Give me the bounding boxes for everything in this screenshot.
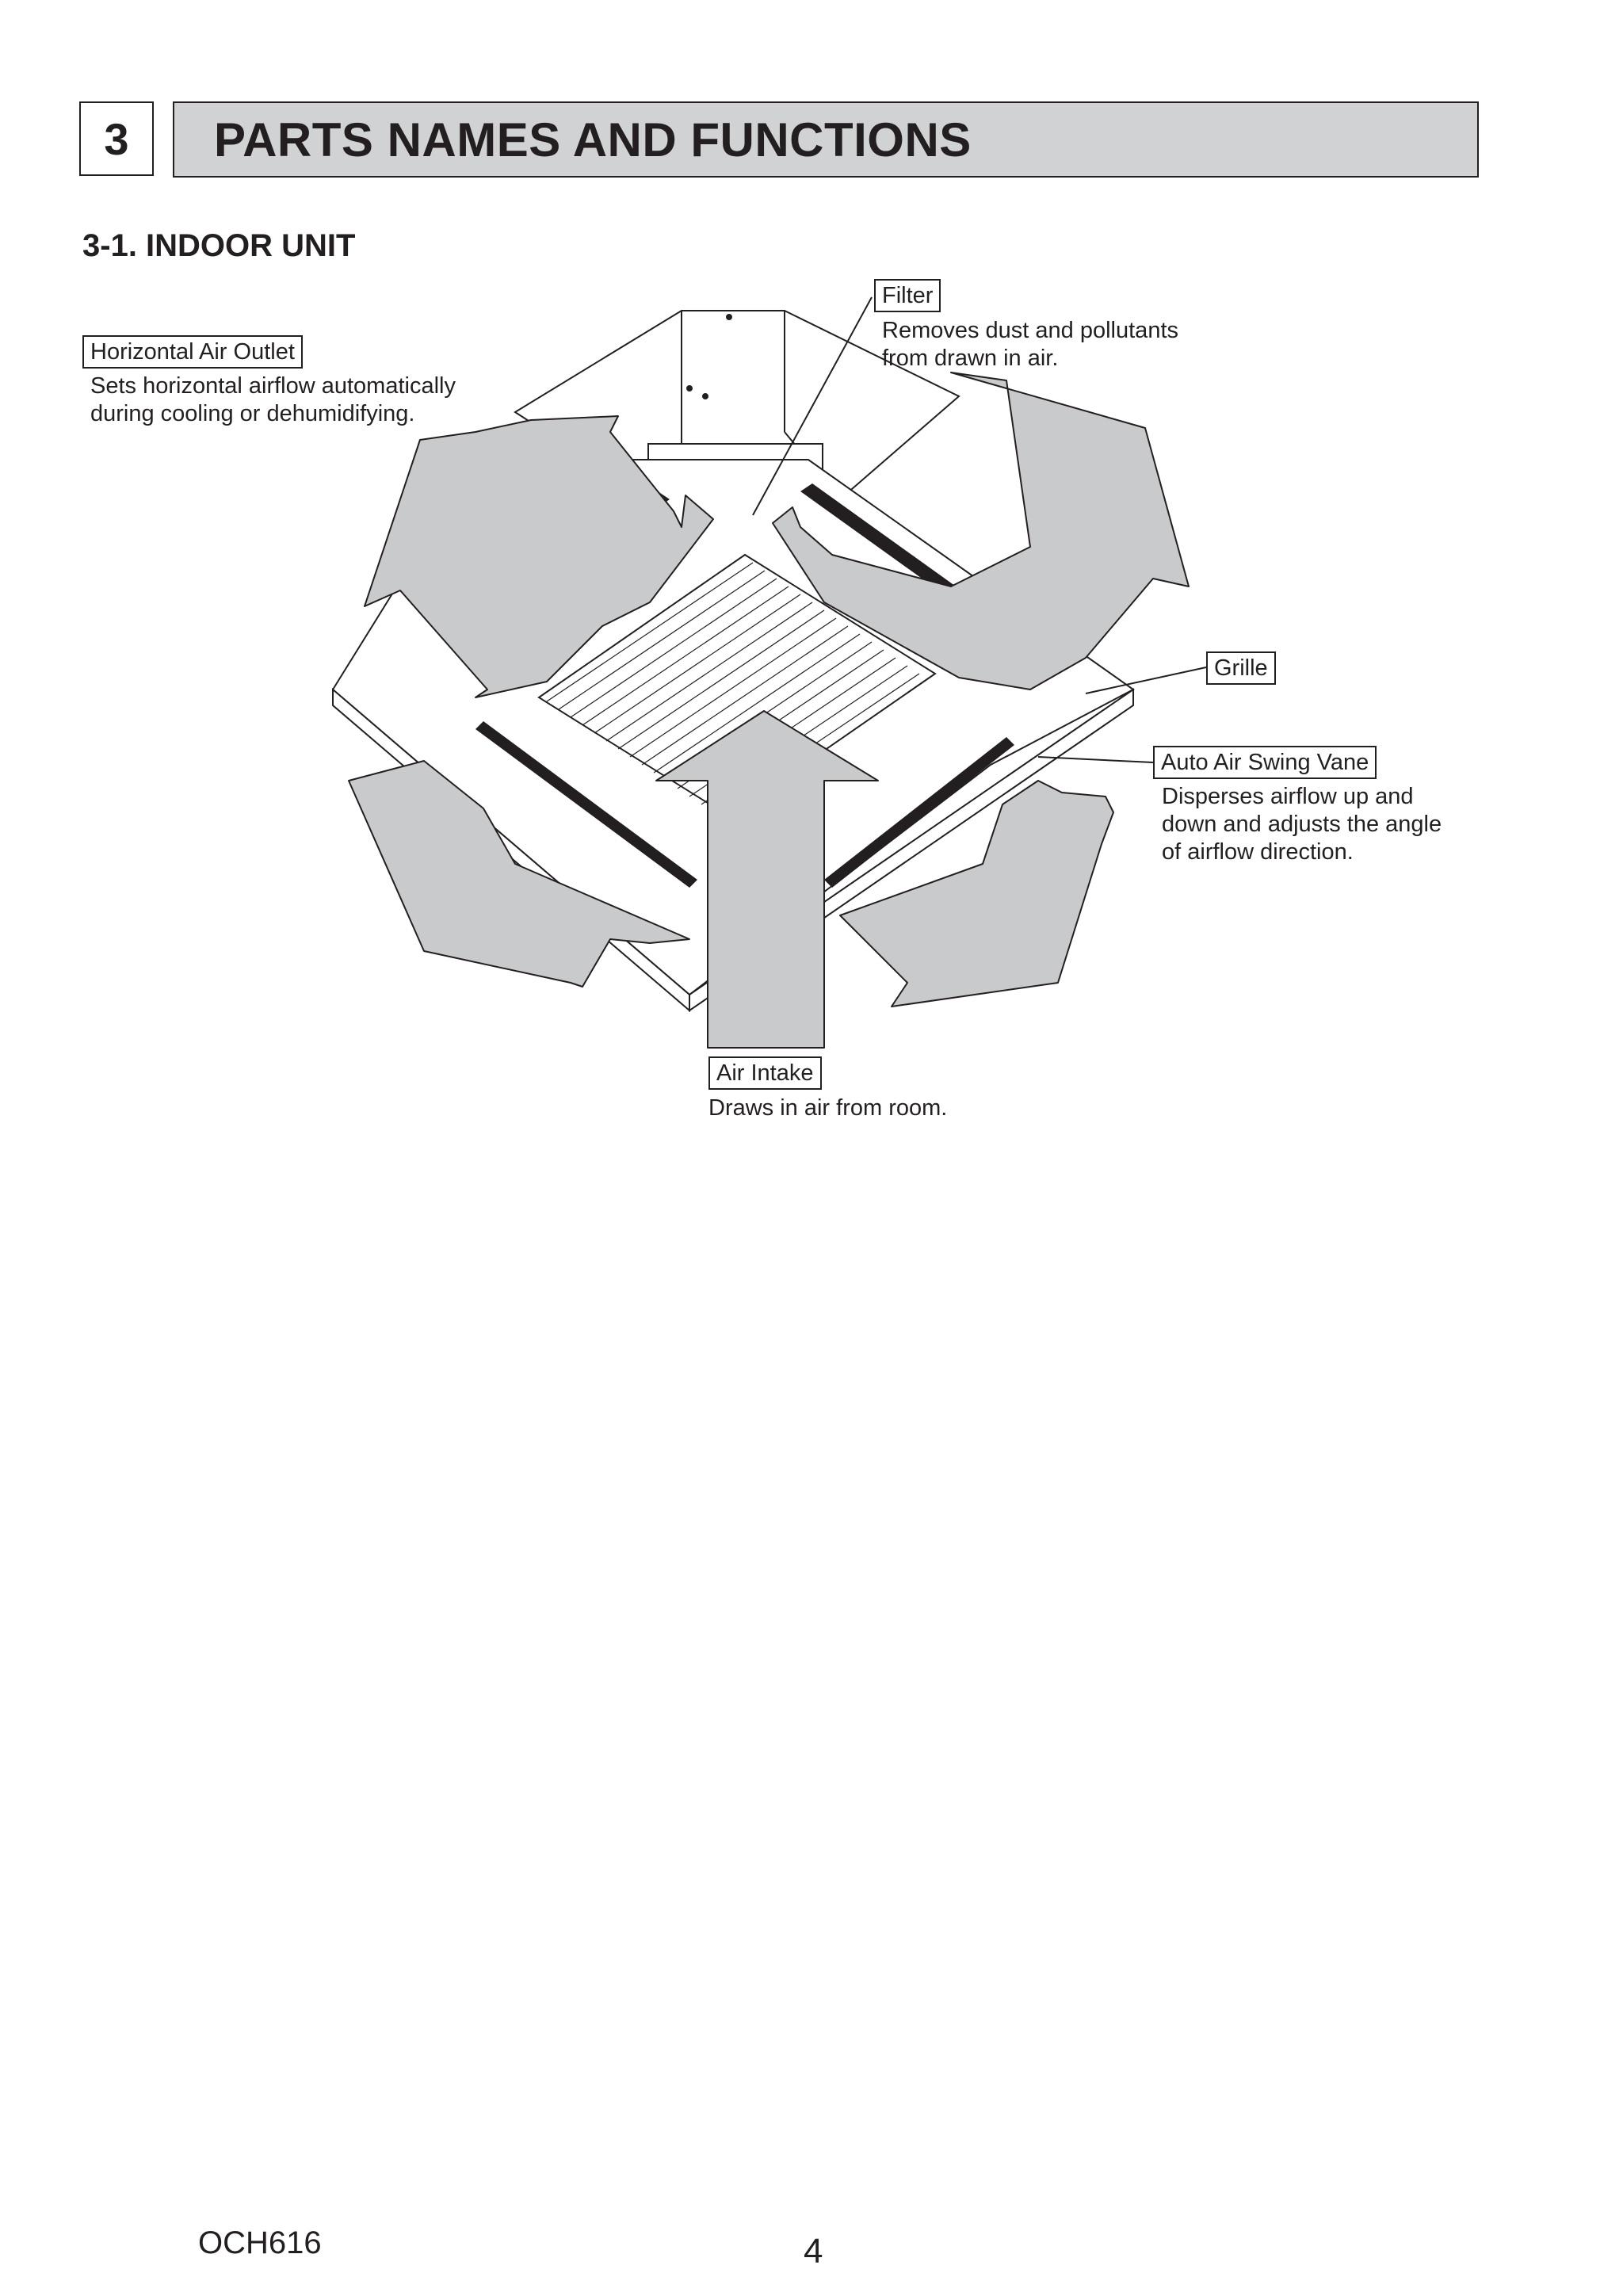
section-title: PARTS NAMES AND FUNCTIONS [214,113,972,166]
auto-air-swing-vane-desc: Disperses airflow up and down and adjusts the angle of airflow direction. [1162,784,1442,865]
page-number: 4 [804,2232,823,2271]
document-code: OCH616 [198,2225,322,2260]
horizontal-air-outlet-label: Horizontal Air Outlet [82,335,303,369]
filter-label: Filter [874,279,941,312]
grille-label: Grille [1206,651,1276,685]
air-intake-label: Air Intake [708,1056,822,1090]
section-number: 3 [79,101,154,176]
auto-air-swing-vane-label: Auto Air Swing Vane [1153,746,1377,779]
filter-desc: Removes dust and pollutants from drawn in air. [882,318,1178,371]
air-intake-desc: Draws in air from room. [708,1095,948,1121]
horizontal-air-outlet-desc: Sets horizontal airflow automatically during cooling or dehumidifying. [90,373,456,426]
subsection-title: 3-1. INDOOR UNIT [82,228,356,263]
